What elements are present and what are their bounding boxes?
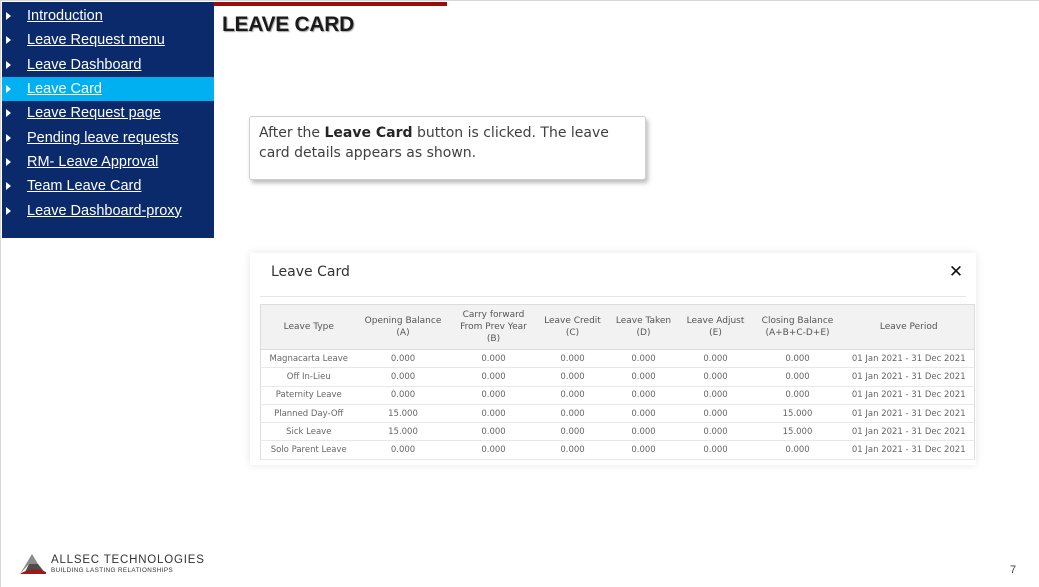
sidebar-item-leave-request-menu[interactable] [2, 28, 214, 52]
sidebar-item-pending-leave-requests[interactable] [2, 125, 214, 149]
company-name: ALLSEC TECHNOLOGIES [51, 553, 205, 566]
cell-leave-adjust: 0.000 [680, 350, 752, 368]
sidebar-nav [2, 2, 214, 238]
triangle-bullet-icon [6, 109, 11, 117]
company-tagline: BUILDING LASTING RELATIONSHIPS [51, 566, 174, 574]
cell-carry-forward: 0.000 [450, 441, 538, 459]
column-header-opening-balance [357, 305, 450, 350]
column-header-text: Opening Balance [364, 316, 442, 326]
cell-carry-forward: 0.000 [450, 368, 538, 386]
cell-leave-taken: 0.000 [608, 423, 680, 441]
cell-leave-type: Sick Leave [261, 423, 357, 441]
slide-title: LEAVE CARD [222, 13, 354, 36]
triangle-bullet-icon [6, 36, 11, 44]
cell-leave-period: 01 Jan 2021 - 31 Dec 2021 [844, 423, 975, 441]
table-row [261, 386, 975, 404]
column-header-text: Leave Period [879, 322, 938, 332]
cell-closing-balance: 0.000 [752, 386, 844, 404]
cell-opening-balance: 0.000 [357, 441, 450, 459]
column-header-text: Leave Type [283, 322, 334, 332]
column-header-leave-credit [538, 305, 608, 350]
cell-leave-credit: 0.000 [538, 350, 608, 368]
close-icon[interactable]: ✕ [948, 262, 964, 282]
logo-text [51, 554, 205, 575]
cell-leave-adjust: 0.000 [680, 441, 752, 459]
table-row [261, 368, 975, 386]
triangle-bullet-icon [6, 61, 11, 69]
cell-closing-balance: 0.000 [752, 368, 844, 386]
cell-closing-balance: 0.000 [752, 350, 844, 368]
company-logo [18, 552, 205, 576]
column-header-subtext: (A) [396, 328, 410, 338]
triangle-bullet-icon [6, 207, 11, 215]
triangle-bullet-icon [6, 12, 11, 20]
leave-card-header [260, 253, 966, 297]
cell-closing-balance: 15.000 [752, 423, 844, 441]
sidebar-item-label: Introduction [27, 8, 103, 25]
cell-leave-period: 01 Jan 2021 - 31 Dec 2021 [844, 386, 975, 404]
cell-carry-forward: 0.000 [450, 423, 538, 441]
triangle-bullet-icon [6, 158, 11, 166]
cell-opening-balance: 15.000 [357, 404, 450, 422]
cell-leave-taken: 0.000 [608, 368, 680, 386]
leave-card-modal [250, 253, 976, 465]
sidebar-item-rm-leave-approval[interactable] [2, 150, 214, 174]
cell-leave-credit: 0.000 [538, 368, 608, 386]
sidebar-item-leave-card[interactable] [2, 77, 214, 101]
table-row [261, 350, 975, 368]
sidebar-item-label: RM- Leave Approval [27, 153, 159, 170]
column-header-subtext: From Prev Year [460, 322, 527, 332]
cell-closing-balance: 0.000 [752, 441, 844, 459]
cell-leave-type: Off In-Lieu [261, 368, 357, 386]
cell-leave-credit: 0.000 [538, 423, 608, 441]
column-header-text: Leave Credit [544, 316, 601, 326]
sidebar-item-introduction[interactable] [2, 4, 214, 28]
column-header-leave-adjust [680, 305, 752, 350]
table-row [261, 423, 975, 441]
callout-bold-text: Leave Card [324, 125, 413, 141]
column-header-subtext: (E) [709, 328, 722, 338]
callout-text-after: button is clicked. The leave card details appears as shown. [259, 125, 609, 161]
sidebar-item-leave-dashboard[interactable] [2, 53, 214, 77]
triangle-bullet-icon [6, 85, 11, 93]
column-header-leave-type [261, 305, 357, 350]
column-header-closing-balance [752, 305, 844, 350]
cell-leave-taken: 0.000 [608, 350, 680, 368]
sidebar-item-team-leave-card[interactable] [2, 174, 214, 198]
sidebar-item-label: Leave Dashboard-proxy [27, 202, 182, 219]
cell-leave-taken: 0.000 [608, 404, 680, 422]
cell-carry-forward: 0.000 [450, 404, 538, 422]
cell-leave-taken: 0.000 [608, 386, 680, 404]
sidebar-item-leave-request-page[interactable] [2, 101, 214, 125]
sidebar-item-label: Team Leave Card [27, 178, 142, 195]
column-header-subtext: (A+B+C-D+E) [765, 328, 830, 338]
page-number: 7 [1010, 564, 1017, 576]
cell-leave-adjust: 0.000 [680, 368, 752, 386]
cell-carry-forward: 0.000 [450, 350, 538, 368]
cell-leave-credit: 0.000 [538, 404, 608, 422]
cell-leave-credit: 0.000 [538, 386, 608, 404]
leave-card-title: Leave Card [271, 264, 350, 280]
sidebar-item-leave-dashboard-proxy[interactable] [2, 198, 214, 222]
cell-leave-period: 01 Jan 2021 - 31 Dec 2021 [844, 441, 975, 459]
cell-carry-forward: 0.000 [450, 386, 538, 404]
cell-leave-period: 01 Jan 2021 - 31 Dec 2021 [844, 404, 975, 422]
table-row [261, 404, 975, 422]
column-header-subtext: (D) [636, 328, 651, 338]
sidebar-item-label: Leave Dashboard [27, 56, 142, 73]
column-header-subtext: (B) [486, 334, 501, 344]
sidebar-item-label: Pending leave requests [27, 129, 179, 146]
table-header-row [261, 305, 975, 350]
cell-leave-type: Paternity Leave [261, 386, 357, 404]
cell-leave-period: 01 Jan 2021 - 31 Dec 2021 [844, 368, 975, 386]
column-header-leave-period [844, 305, 975, 350]
column-header-leave-taken [608, 305, 680, 350]
cell-opening-balance: 15.000 [357, 423, 450, 441]
cell-leave-credit: 0.000 [538, 441, 608, 459]
column-header-subtext: (C) [565, 328, 580, 338]
cell-opening-balance: 0.000 [357, 386, 450, 404]
column-header-text: Leave Taken [615, 316, 672, 326]
triangle-bullet-icon [6, 182, 11, 190]
column-header-text: Leave Adjust [686, 316, 745, 326]
leave-card-table [260, 304, 975, 460]
cell-leave-period: 01 Jan 2021 - 31 Dec 2021 [844, 350, 975, 368]
allsec-logo-icon [18, 552, 48, 576]
sidebar-item-label: Leave Card [27, 81, 102, 98]
callout-text-before: After the [259, 125, 325, 141]
cell-leave-adjust: 0.000 [680, 423, 752, 441]
column-header-text: Carry forward [462, 310, 525, 320]
sidebar-item-label: Leave Request menu [27, 32, 165, 49]
sidebar-item-label: Leave Request page [27, 105, 161, 122]
triangle-bullet-icon [6, 134, 11, 142]
cell-leave-type: Solo Parent Leave [261, 441, 357, 459]
column-header-text: Closing Balance [761, 316, 834, 326]
top-accent-bar [214, 2, 447, 6]
cell-leave-adjust: 0.000 [680, 386, 752, 404]
table-row [261, 441, 975, 459]
cell-closing-balance: 15.000 [752, 404, 844, 422]
cell-opening-balance: 0.000 [357, 368, 450, 386]
cell-leave-adjust: 0.000 [680, 404, 752, 422]
column-header-carry-forward [450, 305, 538, 350]
cell-opening-balance: 0.000 [357, 350, 450, 368]
instruction-callout [249, 116, 646, 180]
cell-leave-taken: 0.000 [608, 441, 680, 459]
cell-leave-type: Magnacarta Leave [261, 350, 357, 368]
cell-leave-type: Planned Day-Off [261, 404, 357, 422]
